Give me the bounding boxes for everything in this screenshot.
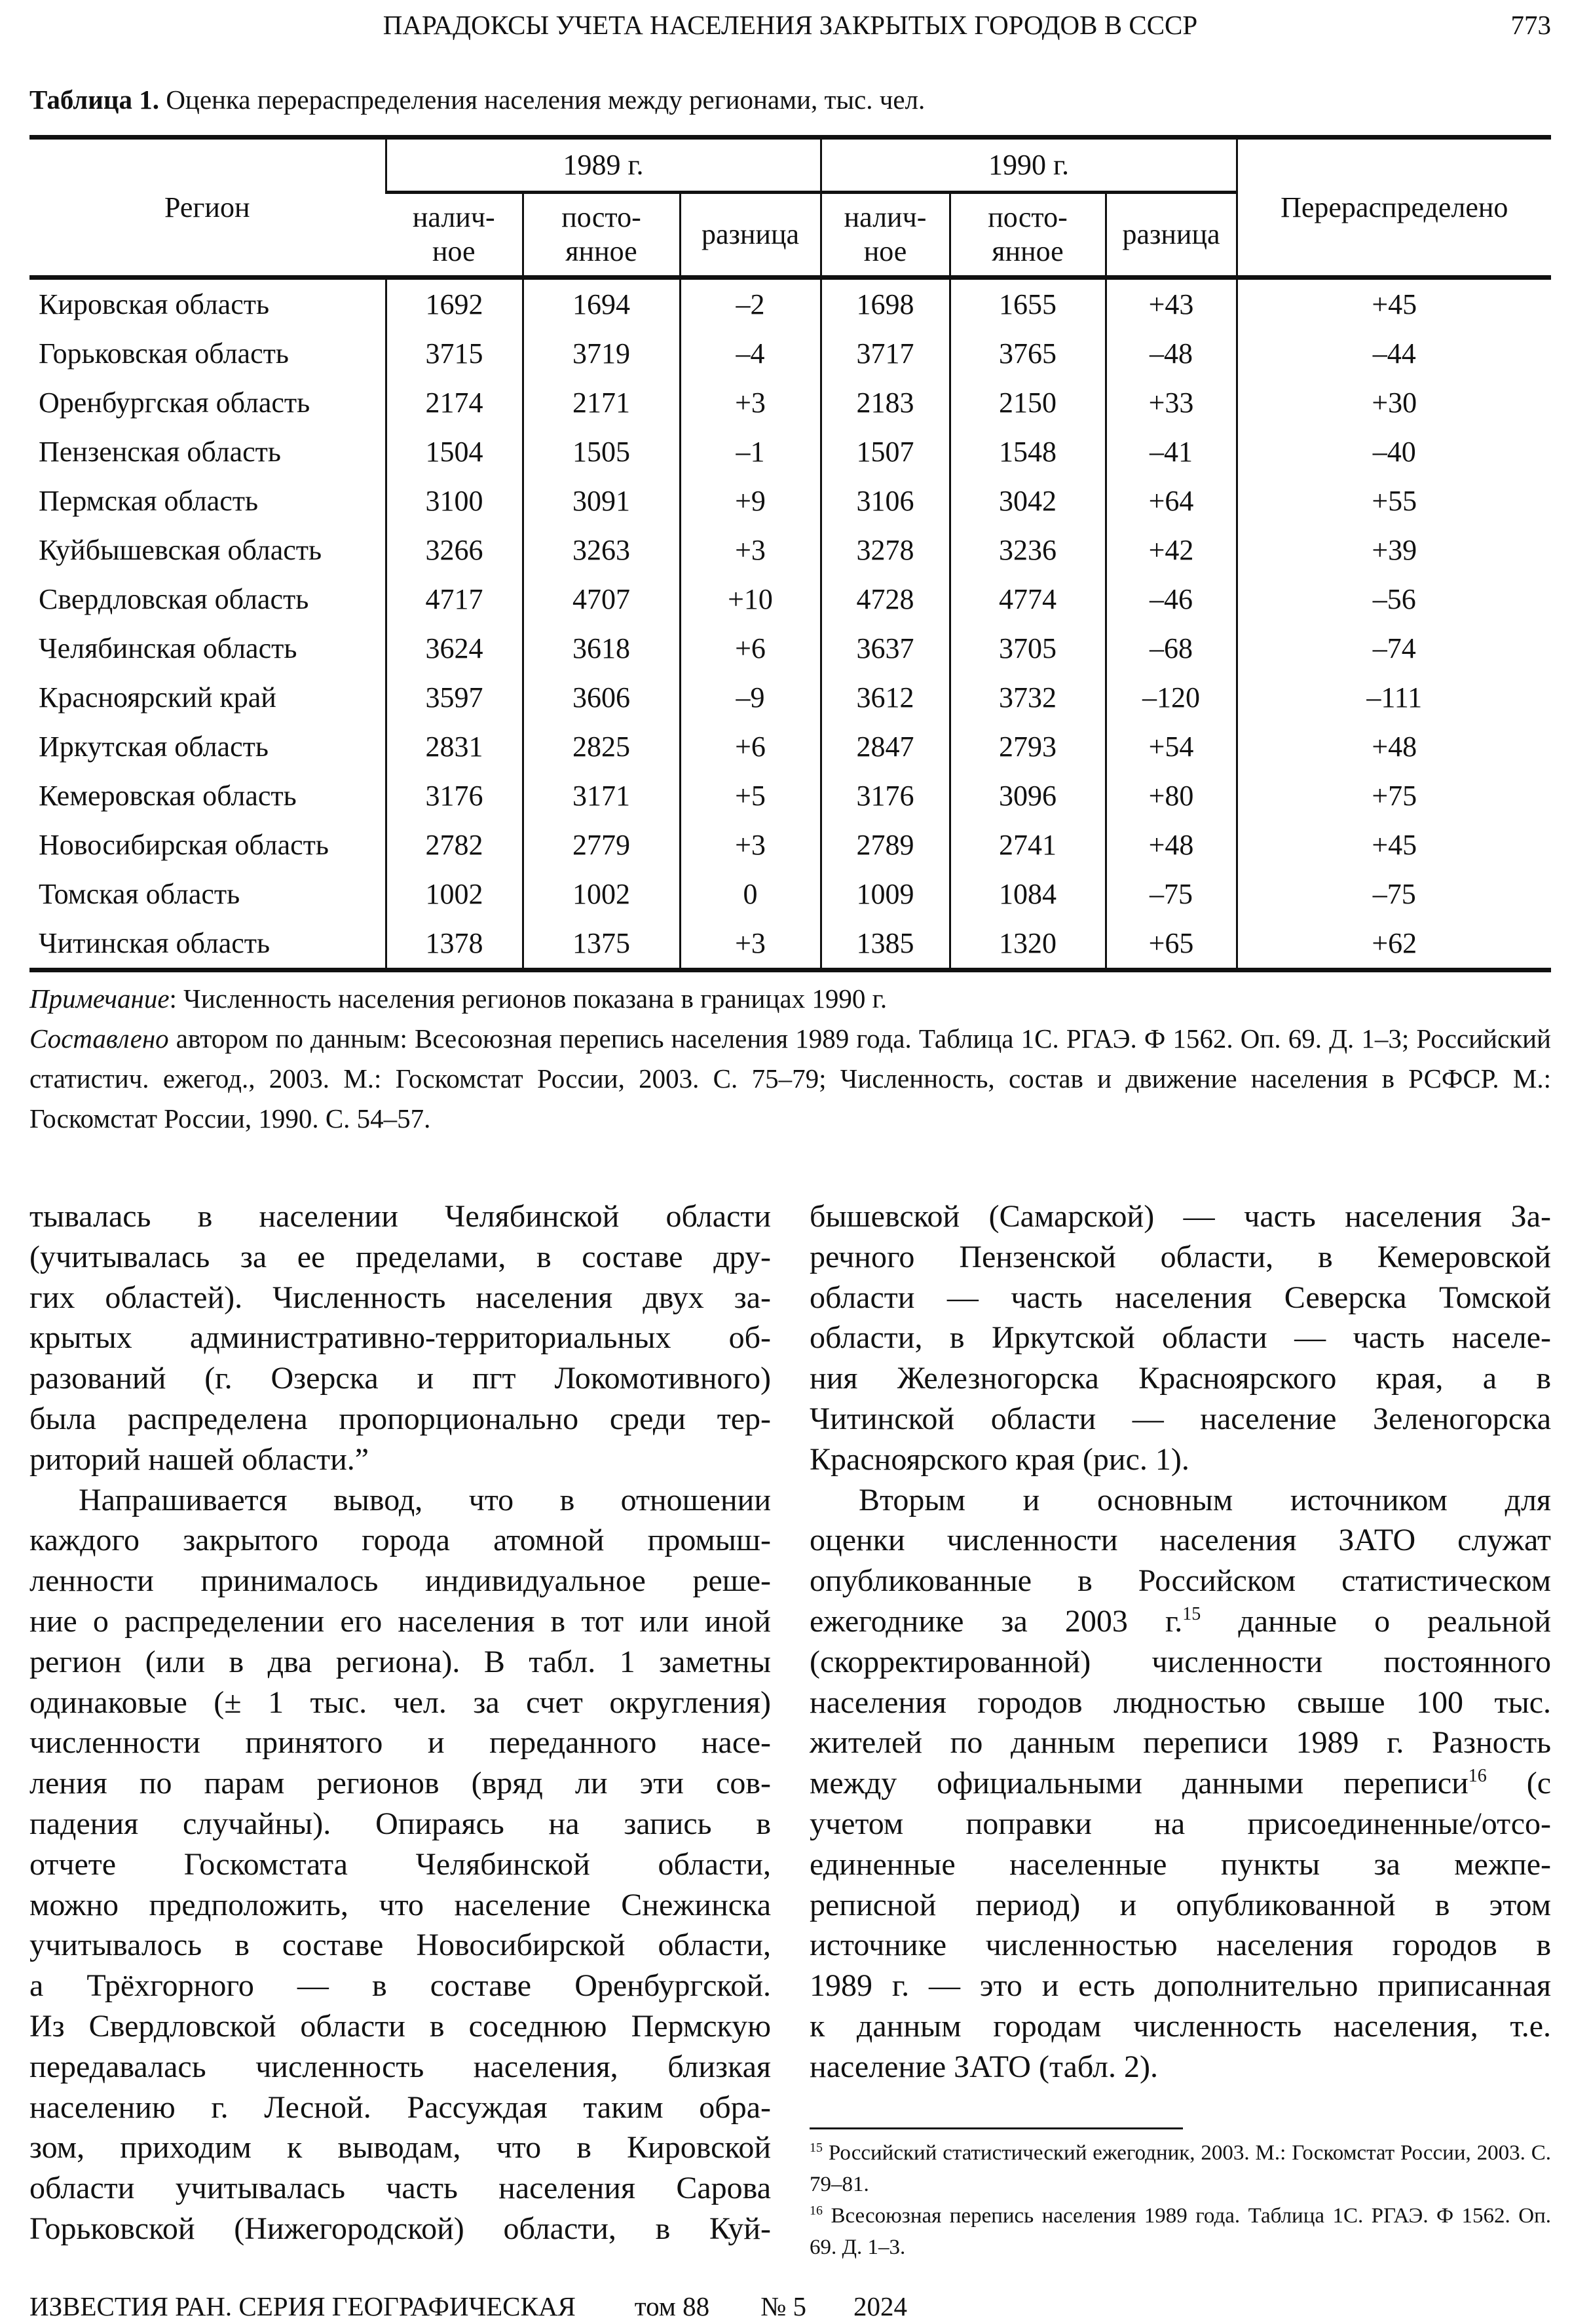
region-name: Пензенская область <box>39 436 281 468</box>
table-cell: 1505 <box>523 427 680 476</box>
table-cell: 1002 <box>386 869 523 919</box>
table-cell: 2847 <box>821 722 950 771</box>
header-redistributed: Перераспределено <box>1237 138 1551 278</box>
header-1990: 1990 г. <box>821 138 1237 193</box>
table-cell: +3 <box>680 919 821 970</box>
table-cell: 3278 <box>821 525 950 575</box>
region-name: Оренбургская область <box>39 387 310 419</box>
table-cell: 1698 <box>821 278 950 330</box>
table-row <box>29 378 1551 427</box>
table-cell: 1320 <box>950 919 1106 970</box>
table-cell: 4774 <box>950 575 1106 624</box>
table-cell: +33 <box>1106 378 1237 427</box>
text-line: бышевской (Самарской) — часть населения За- <box>810 1199 1551 1234</box>
text-line <box>810 1601 1551 1642</box>
table-cell: +80 <box>1106 771 1237 820</box>
footnote-number: 15 <box>810 2141 823 2155</box>
footnote-ref: 15 <box>1182 1603 1201 1624</box>
table-cell: 3176 <box>821 771 950 820</box>
table-cell: +62 <box>1237 919 1551 970</box>
table-cell: +6 <box>680 624 821 673</box>
text-line: передавалась численность населения, близкая <box>29 2049 771 2084</box>
text-line: опубликованные в Российском статистическом <box>810 1563 1551 1599</box>
table-cell: +3 <box>680 525 821 575</box>
table-cell: 1504 <box>386 427 523 476</box>
journal-name: ИЗВЕСТИЯ РАН. СЕРИЯ ГЕОГРАФИЧЕСКАЯ <box>29 2291 576 2321</box>
text-line: а Трёхгорного — в составе Оренбургской. <box>29 1968 771 2004</box>
table-row <box>29 427 1551 476</box>
footnote-number: 16 <box>810 2203 823 2218</box>
table-cell: 3171 <box>523 771 680 820</box>
table-cell: 2741 <box>950 820 1106 869</box>
text-line: единенные населенные пункты за межпе- <box>810 1846 1551 1882</box>
volume: том 88 <box>634 2291 710 2321</box>
table-cell: 1692 <box>386 278 523 330</box>
table-cell: 1084 <box>950 869 1106 919</box>
text-line: население ЗАТО (табл. 2). <box>810 2049 1158 2084</box>
issue: № 5 <box>760 2291 806 2321</box>
table-cell: 4707 <box>523 575 680 624</box>
table-row <box>29 575 1551 624</box>
text-line: населению г. Лесной. Рассуждая таким обра- <box>29 2089 771 2125</box>
text-line: зом, приходим к выводам, что в Кировской <box>29 2130 771 2165</box>
population-table <box>29 135 1551 972</box>
footnote-text: Всесоюзная перепись населения 1989 года. Таблица 1С. РГАЭ. Ф 1562. Оп. 69. Д. 1–3. <box>810 2204 1551 2259</box>
table-notes <box>29 979 1551 1139</box>
text-line: крытых административно-территориальных об- <box>29 1320 771 1356</box>
text-line: можно предположить, что население Снежинска <box>29 1887 771 1922</box>
table-cell: 3618 <box>523 624 680 673</box>
text-line: одинаковые (± 1 тыс. чел. за счет округления) <box>29 1685 771 1720</box>
text-fragment: (с <box>1486 1766 1551 1801</box>
text-fragment: ежегоднике за 2003 г. <box>810 1603 1183 1639</box>
table-cell: 3612 <box>821 673 950 722</box>
table-cell: +45 <box>1237 820 1551 869</box>
table-cell: 3091 <box>523 476 680 525</box>
table-cell: 3106 <box>821 476 950 525</box>
text-line: падения случайны). Опираясь на запись в <box>29 1806 771 1841</box>
region-name: Красноярский край <box>39 681 276 714</box>
region-name: Читинская область <box>39 927 271 959</box>
table-source <box>29 1019 1551 1139</box>
text-line: области — часть населения Северска Томской <box>810 1280 1551 1315</box>
table-cell: 2779 <box>523 820 680 869</box>
text-line: каждого закрытого города атомной промыш- <box>29 1523 771 1558</box>
source-label: Составлено <box>29 1023 169 1054</box>
table-cell: 2174 <box>386 378 523 427</box>
running-title: ПАРАДОКСЫ УЧЕТА НАСЕЛЕНИЯ ЗАКРЫТЫХ ГОРОДОВ В СССР <box>383 10 1198 40</box>
table-cell: 3717 <box>821 329 950 378</box>
table-cell: –40 <box>1237 427 1551 476</box>
paragraph <box>810 1480 1551 2087</box>
text-line: учетом поправки на присоединенные/отсо- <box>810 1806 1551 1841</box>
table-row <box>29 525 1551 575</box>
text-line: численности принятого и переданного насе- <box>29 1725 771 1761</box>
text-line: населения городов людностью свыше 100 тыс. <box>810 1685 1551 1720</box>
table-cell: 1378 <box>386 919 523 970</box>
table-cell: 1009 <box>821 869 950 919</box>
table-cell: 1002 <box>523 869 680 919</box>
table-cell: 1385 <box>821 919 950 970</box>
table-cell: 3176 <box>386 771 523 820</box>
table-note <box>29 979 1551 1019</box>
region-name: Новосибирская область <box>39 829 329 861</box>
text-line: 1989 г. — это и есть дополнительно приписанная <box>810 1968 1551 2004</box>
table-cell: 0 <box>680 869 821 919</box>
table-cell: –56 <box>1237 575 1551 624</box>
table-cell: –75 <box>1106 869 1237 919</box>
table-cell: 2171 <box>523 378 680 427</box>
region-name: Пермская область <box>39 485 259 517</box>
table-cell: +6 <box>680 722 821 771</box>
table-cell: 3606 <box>523 673 680 722</box>
subheader-2: разница <box>680 193 821 278</box>
table-cell: +39 <box>1237 525 1551 575</box>
table-cell: 3266 <box>386 525 523 575</box>
text-line: области учитывалась часть населения Сарова <box>29 2171 771 2206</box>
table-row <box>29 869 1551 919</box>
region-name: Кировская область <box>39 288 270 320</box>
table-cell: 3597 <box>386 673 523 722</box>
table-cell: +45 <box>1237 278 1551 330</box>
body-column-left <box>29 1196 771 2249</box>
table-cell: +55 <box>1237 476 1551 525</box>
table-cell: +48 <box>1106 820 1237 869</box>
table-cell: 3732 <box>950 673 1106 722</box>
table-cell: +65 <box>1106 919 1237 970</box>
text-line: гих областей). Численность населения двух за- <box>29 1280 771 1315</box>
region-name: Свердловская область <box>39 583 309 615</box>
table-cell: 3263 <box>523 525 680 575</box>
table-cell: 1694 <box>523 278 680 330</box>
table-cell: 2183 <box>821 378 950 427</box>
text-line: Напрашивается вывод, что в отношении <box>79 1482 771 1517</box>
paragraph <box>29 1480 771 2249</box>
subheader-3: налич- ное <box>821 193 950 278</box>
text-line: Из Свердловской области в соседнюю Пермскую <box>29 2008 771 2044</box>
table-cell: 3096 <box>950 771 1106 820</box>
table-row <box>29 919 1551 970</box>
table-cell: +5 <box>680 771 821 820</box>
table-cell: +54 <box>1106 722 1237 771</box>
table-cell: 1655 <box>950 278 1106 330</box>
table-cell: 2782 <box>386 820 523 869</box>
table-cell: +30 <box>1237 378 1551 427</box>
table-cell: +3 <box>680 820 821 869</box>
table-cell: –4 <box>680 329 821 378</box>
text-line: отчете Госкомстата Челябинской области, <box>29 1846 771 1882</box>
table-cell: 4717 <box>386 575 523 624</box>
table-row <box>29 476 1551 525</box>
table-cell: 4728 <box>821 575 950 624</box>
header-1989: 1989 г. <box>386 138 821 193</box>
table-cell: –44 <box>1237 329 1551 378</box>
region-name: Кемеровская область <box>39 780 297 812</box>
region-name: Челябинская область <box>39 632 297 664</box>
table-row <box>29 771 1551 820</box>
footnotes <box>810 2137 1551 2263</box>
table-cell: 3637 <box>821 624 950 673</box>
table-cell: –9 <box>680 673 821 722</box>
table-cell: 2150 <box>950 378 1106 427</box>
table-cell: 2825 <box>523 722 680 771</box>
table-cell: +75 <box>1237 771 1551 820</box>
table-row <box>29 278 1551 330</box>
table-row <box>29 624 1551 673</box>
text-line: ленности принималось индивидуальное реше- <box>29 1563 771 1599</box>
text-line: ления по парам регионов (вряд ли эти сов- <box>29 1766 771 1801</box>
table-cell: –111 <box>1237 673 1551 722</box>
footnote <box>810 2137 1551 2200</box>
table-cell: –41 <box>1106 427 1237 476</box>
text-line: ние о распределении его населения в тот или иной <box>29 1603 771 1639</box>
table-cell: –74 <box>1237 624 1551 673</box>
table-cell: +10 <box>680 575 821 624</box>
text-line: (учитывалась за ее пределами, в составе дру- <box>29 1239 771 1274</box>
text-line: (скорректированной) численности постоянного <box>810 1644 1551 1679</box>
table-cell: –2 <box>680 278 821 330</box>
text-line: тывалась в населении Челябинской области <box>29 1199 771 1234</box>
table-cell: 3100 <box>386 476 523 525</box>
text-line: речного Пензенской области, в Кемеровской <box>810 1239 1551 1274</box>
table-row <box>29 820 1551 869</box>
text-fragment: между официальными данными переписи <box>810 1766 1469 1801</box>
text-line: была распределена пропорционально среди тер- <box>29 1401 771 1436</box>
text-line: реписной период) и опубликованной в этом <box>810 1887 1551 1922</box>
text-line: риторий нашей области.” <box>29 1441 369 1477</box>
table-cell: 2831 <box>386 722 523 771</box>
footnote-divider <box>810 2127 1183 2129</box>
text-line: регион (или в два региона). В табл. 1 заметны <box>29 1644 771 1679</box>
table-row <box>29 329 1551 378</box>
region-name: Иркутская область <box>39 731 269 763</box>
header-region: Регион <box>164 191 250 223</box>
text-line: разований (г. Озерска и пгт Локомотивного) <box>29 1361 771 1396</box>
subheader-1: посто- янное <box>523 193 680 278</box>
paragraph <box>810 1196 1551 1480</box>
text-line: Читинской области — население Зеленогорска <box>810 1401 1551 1436</box>
table-cell: –68 <box>1106 624 1237 673</box>
note-label: Примечание <box>29 983 170 1014</box>
region-name: Горьковская область <box>39 337 289 370</box>
table-cell: +43 <box>1106 278 1237 330</box>
text-line <box>810 1763 1551 1804</box>
table-cell: 3236 <box>950 525 1106 575</box>
text-line: Горьковской (Нижегородской) области, в Куй- <box>29 2211 771 2246</box>
table-cell: +42 <box>1106 525 1237 575</box>
subheader-5: разница <box>1106 193 1237 278</box>
table-cell: –46 <box>1106 575 1237 624</box>
table-cell: 3719 <box>523 329 680 378</box>
table-cell: 1507 <box>821 427 950 476</box>
text-line: Вторым и основным источником для <box>859 1482 1551 1517</box>
text-line: ния Железногорска Красноярского края, а в <box>810 1361 1551 1396</box>
table-cell: +48 <box>1237 722 1551 771</box>
text-line: жителей по данным переписи 1989 г. Разность <box>810 1725 1551 1761</box>
table-cell: +9 <box>680 476 821 525</box>
year: 2024 <box>853 2291 907 2321</box>
table-cell: –48 <box>1106 329 1237 378</box>
text-fragment: данные о реальной <box>1201 1603 1551 1639</box>
table-cell: 1548 <box>950 427 1106 476</box>
table-caption-text: Оценка перераспределения населения между регионами, тыс. чел. <box>159 85 926 115</box>
text-line: к данным городам численность населения, т.е. <box>810 2008 1551 2044</box>
table-caption <box>29 84 925 115</box>
table-cell: 2789 <box>821 820 950 869</box>
table-row <box>29 673 1551 722</box>
footnote <box>810 2200 1551 2263</box>
footnote-ref: 16 <box>1468 1766 1487 1787</box>
note-text: : Численность населения регионов показана в границах 1990 г. <box>169 983 888 1014</box>
table-cell: –1 <box>680 427 821 476</box>
text-line: учитывалось в составе Новосибирской области, <box>29 1928 771 1963</box>
page-number: 773 <box>1510 10 1551 40</box>
table-cell: 1375 <box>523 919 680 970</box>
region-name: Куйбышевская область <box>39 534 322 566</box>
text-line: оценки численности населения ЗАТО служат <box>810 1523 1551 1558</box>
page-footer <box>29 2291 907 2322</box>
table-row <box>29 722 1551 771</box>
table-cell: 3705 <box>950 624 1106 673</box>
footnote-text: Российский статистический ежегодник, 2003. М.: Госкомстат России, 2003. С. 79–81. <box>810 2141 1551 2196</box>
subheader-4: посто- янное <box>950 193 1106 278</box>
table-cell: –75 <box>1237 869 1551 919</box>
table-cell: 2793 <box>950 722 1106 771</box>
table-cell: –120 <box>1106 673 1237 722</box>
region-name: Томская область <box>39 878 240 910</box>
text-line: Красноярского края (рис. 1). <box>810 1441 1189 1477</box>
table-cell: 3624 <box>386 624 523 673</box>
paragraph <box>29 1196 771 1480</box>
subheader-0: налич- ное <box>386 193 523 278</box>
table-cell: +64 <box>1106 476 1237 525</box>
source-text: автором по данным: Всесоюзная перепись населения 1989 года. Таблица 1С. РГАЭ. Ф 1562. Оп. 69. Д. 1–3; Российский статистич. ежегод., 2003. М.: Госкомстат России, 2003. С. 75–79; Численность, состав и движение населения в РСФСР. М.: Госкомстат России, 1990. С. 54–57. <box>29 1023 1551 1133</box>
table-caption-label: Таблица 1. <box>29 85 160 115</box>
text-line: источнике численностью населения городов в <box>810 1928 1551 1963</box>
table-cell: +3 <box>680 378 821 427</box>
table-cell: 3765 <box>950 329 1106 378</box>
text-line: области, в Иркутской области — часть населе- <box>810 1320 1551 1356</box>
table-cell: 3042 <box>950 476 1106 525</box>
table-cell: 3715 <box>386 329 523 378</box>
body-column-right <box>810 1196 1551 2087</box>
